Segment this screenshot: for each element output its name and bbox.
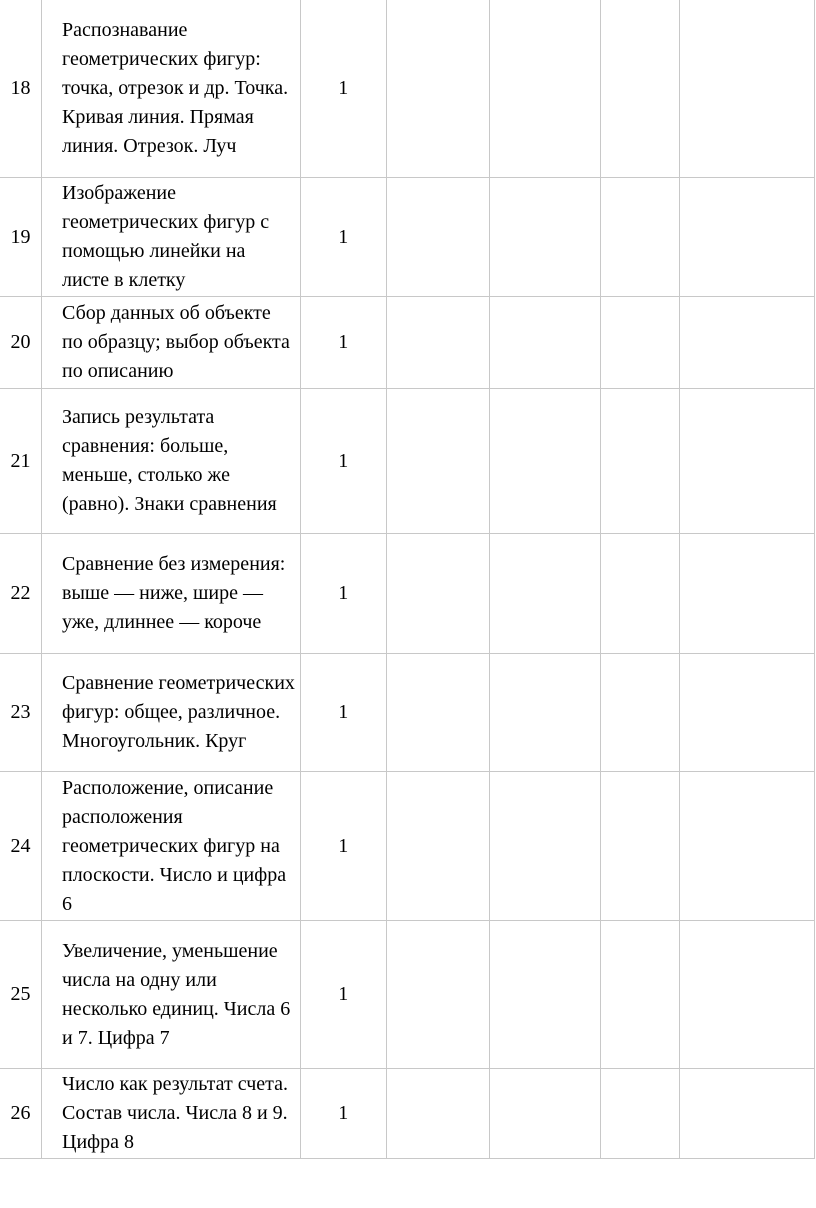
- lesson-number: 22: [0, 534, 42, 654]
- table-row: [0, 534, 815, 654]
- lesson-hours: 1: [300, 0, 386, 178]
- table-row: [0, 772, 815, 921]
- lesson-number: 23: [0, 654, 42, 772]
- lesson-number: 18: [0, 0, 42, 178]
- lesson-topic: Запись результата сравнения: больше, меньше, столько же (равно). Знаки сравнения: [42, 389, 301, 534]
- empty-cell: [490, 921, 601, 1069]
- empty-cell: [386, 178, 489, 297]
- lesson-hours: 1: [300, 772, 386, 921]
- lesson-hours: 1: [300, 178, 386, 297]
- empty-cell: [680, 389, 815, 534]
- empty-cell: [386, 0, 489, 178]
- lesson-topic: Сбор данных об объекте по образцу; выбор объекта по описанию: [42, 297, 301, 389]
- empty-cell: [490, 0, 601, 178]
- lesson-number: 20: [0, 297, 42, 389]
- lesson-hours: 1: [300, 297, 386, 389]
- empty-cell: [490, 297, 601, 389]
- table-row: [0, 0, 815, 178]
- table-row: [0, 178, 815, 297]
- empty-cell: [600, 178, 679, 297]
- empty-cell: [490, 178, 601, 297]
- table-row: [0, 297, 815, 389]
- lesson-topic: Увеличение, уменьшение числа на одну или несколько единиц. Числа 6 и 7. Цифра 7: [42, 921, 301, 1069]
- table-row: [0, 389, 815, 534]
- empty-cell: [386, 389, 489, 534]
- empty-cell: [490, 654, 601, 772]
- table-row: [0, 921, 815, 1069]
- empty-cell: [490, 772, 601, 921]
- lesson-topic: Расположение, описание расположения геометрических фигур на плоскости. Число и цифра 6: [42, 772, 301, 921]
- empty-cell: [490, 534, 601, 654]
- lesson-number: 25: [0, 921, 42, 1069]
- table-row: [0, 654, 815, 772]
- table-row: [0, 1069, 815, 1159]
- empty-cell: [600, 0, 679, 178]
- empty-cell: [680, 534, 815, 654]
- empty-cell: [386, 921, 489, 1069]
- empty-cell: [490, 389, 601, 534]
- empty-cell: [386, 1069, 489, 1159]
- empty-cell: [600, 654, 679, 772]
- empty-cell: [680, 921, 815, 1069]
- lesson-topic: Распознавание геометрических фигур: точка, отрезок и др. Точка. Кривая линия. Прямая линия. Отрезок. Луч: [42, 0, 301, 178]
- lesson-number: 24: [0, 772, 42, 921]
- empty-cell: [680, 178, 815, 297]
- empty-cell: [386, 534, 489, 654]
- empty-cell: [386, 297, 489, 389]
- lesson-hours: 1: [300, 389, 386, 534]
- empty-cell: [600, 534, 679, 654]
- empty-cell: [680, 654, 815, 772]
- empty-cell: [600, 297, 679, 389]
- lesson-topic: Число как результат счета. Состав числа. Числа 8 и 9. Цифра 8: [42, 1069, 301, 1159]
- lesson-hours: 1: [300, 534, 386, 654]
- lesson-topic: Сравнение геометрических фигур: общее, различное. Многоугольник. Круг: [42, 654, 301, 772]
- lesson-topic: Изображение геометрических фигур с помощью линейки на листе в клетку: [42, 178, 301, 297]
- empty-cell: [600, 389, 679, 534]
- empty-cell: [680, 0, 815, 178]
- empty-cell: [386, 654, 489, 772]
- empty-cell: [680, 1069, 815, 1159]
- empty-cell: [600, 1069, 679, 1159]
- lesson-hours: 1: [300, 654, 386, 772]
- empty-cell: [680, 297, 815, 389]
- empty-cell: [386, 772, 489, 921]
- lesson-topic: Сравнение без измерения: выше — ниже, шире — уже, длиннее — короче: [42, 534, 301, 654]
- lesson-hours: 1: [300, 921, 386, 1069]
- lesson-number: 26: [0, 1069, 42, 1159]
- empty-cell: [600, 772, 679, 921]
- empty-cell: [490, 1069, 601, 1159]
- lesson-number: 21: [0, 389, 42, 534]
- empty-cell: [600, 921, 679, 1069]
- lesson-hours: 1: [300, 1069, 386, 1159]
- lesson-number: 19: [0, 178, 42, 297]
- empty-cell: [680, 772, 815, 921]
